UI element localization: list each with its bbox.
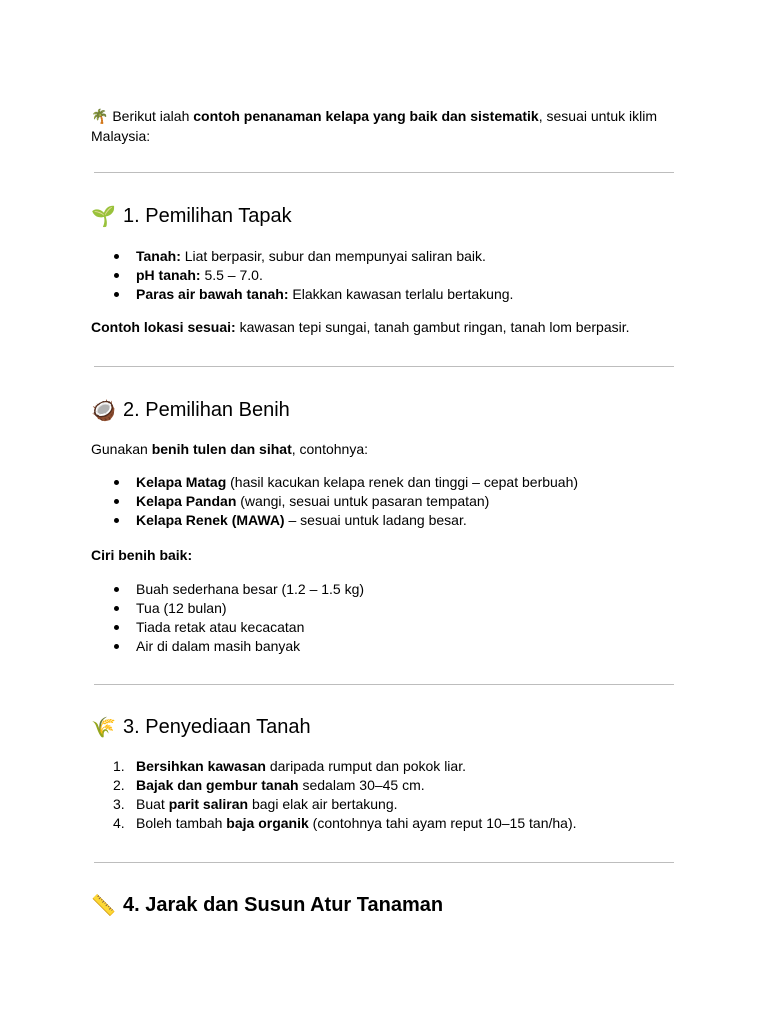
seedling-icon: 🌱 [91, 204, 116, 228]
list-item [91, 492, 578, 511]
seed-intro-post: , contohnya: [291, 441, 369, 457]
list-item [91, 814, 577, 833]
seed-variety-list [91, 473, 578, 530]
list-item [91, 285, 513, 304]
step-bold: Bajak dan gembur tanah [136, 777, 299, 793]
item-text: – sesuai untuk ladang besar. [284, 512, 467, 528]
step-number: 1. [113, 758, 125, 774]
intro-text-bold: contoh penanaman kelapa yang baik dan sistematik [193, 108, 539, 124]
location-note [91, 318, 691, 337]
divider [94, 172, 674, 173]
section-heading-text: 3. Penyediaan Tanah [123, 716, 311, 738]
list-item [91, 473, 578, 492]
intro-text-pre: Berikut ialah [112, 108, 194, 124]
section-heading-jarak-susun-atur [91, 892, 443, 918]
step-number: 2. [113, 777, 125, 793]
list-item: Air di dalam masih banyak [91, 637, 364, 656]
item-label: Kelapa Pandan [136, 493, 237, 509]
list-item [91, 511, 578, 530]
seed-intro-bold: benih tulen dan sihat [151, 441, 292, 457]
step-number: 4. [113, 815, 125, 831]
seed-traits-heading [91, 546, 691, 565]
intro-paragraph [91, 107, 691, 146]
list-item [91, 247, 513, 266]
seed-intro [91, 440, 691, 459]
item-text: Elakkan kawasan terlalu bertakung. [288, 286, 514, 302]
step-bold: baja organik [226, 815, 309, 831]
step-post: (contohnya tahi ayam reput 10–15 tan/ha). [308, 815, 577, 831]
step-post: daripada rumput dan pokok liar. [265, 758, 466, 774]
item-text: 5.5 – 7.0. [200, 267, 263, 283]
item-text: Liat berpasir, subur dan mempunyai saliran baik. [180, 248, 486, 264]
list-item: Tua (12 bulan) [91, 599, 364, 618]
item-label: Kelapa Renek (MAWA) [136, 512, 285, 528]
seed-traits-list [91, 580, 364, 656]
step-pre: Boleh tambah [136, 815, 227, 831]
step-post: sedalam 30–45 cm. [298, 777, 425, 793]
section-heading-text: 1. Pemilihan Tapak [123, 205, 292, 227]
list-item [91, 776, 577, 795]
rice-sheaf-icon: 🌾 [91, 715, 116, 739]
step-pre: Buat [136, 796, 169, 812]
palm-tree-icon: 🌴 [91, 109, 109, 125]
step-number: 3. [113, 796, 125, 812]
divider [94, 366, 674, 367]
section-heading-text: 2. Pemilihan Benih [123, 399, 290, 421]
intro-text-post: , sesuai untuk iklim Malaysia: [91, 108, 657, 144]
site-criteria-list [91, 247, 513, 304]
list-item: Buah sederhana besar (1.2 – 1.5 kg) [91, 580, 364, 599]
list-item [91, 266, 513, 285]
section-heading-pemilihan-benih [91, 397, 290, 423]
list-item [91, 795, 577, 814]
item-label: Kelapa Matag [136, 474, 227, 490]
item-label: pH tanah: [136, 267, 201, 283]
note-text: kawasan tepi sungai, tanah gambut ringan, tanah lom berpasir. [235, 319, 630, 335]
section-heading-pemilihan-tapak [91, 203, 292, 229]
step-bold: parit saliran [168, 796, 249, 812]
coconut-icon: 🥥 [91, 398, 116, 422]
soil-prep-steps [91, 757, 577, 833]
divider [94, 862, 674, 863]
section-heading-text: 4. Jarak dan Susun Atur Tanaman [123, 894, 444, 916]
divider [94, 684, 674, 685]
item-text: (hasil kacukan kelapa renek dan tinggi – cepat berbuah) [226, 474, 579, 490]
list-item: Tiada retak atau kecacatan [91, 618, 364, 637]
step-post: bagi elak air bertakung. [248, 796, 398, 812]
item-label: Tanah: [136, 248, 181, 264]
seed-intro-pre: Gunakan [91, 441, 152, 457]
section-heading-penyediaan-tanah [91, 714, 311, 740]
note-label: Contoh lokasi sesuai: [91, 319, 236, 335]
sub-heading: Ciri benih baik: [91, 547, 193, 563]
list-item [91, 757, 577, 776]
item-text: (wangi, sesuai untuk pasaran tempatan) [236, 493, 490, 509]
ruler-icon: 📏 [91, 893, 116, 917]
step-bold: Bersihkan kawasan [136, 758, 266, 774]
item-label: Paras air bawah tanah: [136, 286, 289, 302]
